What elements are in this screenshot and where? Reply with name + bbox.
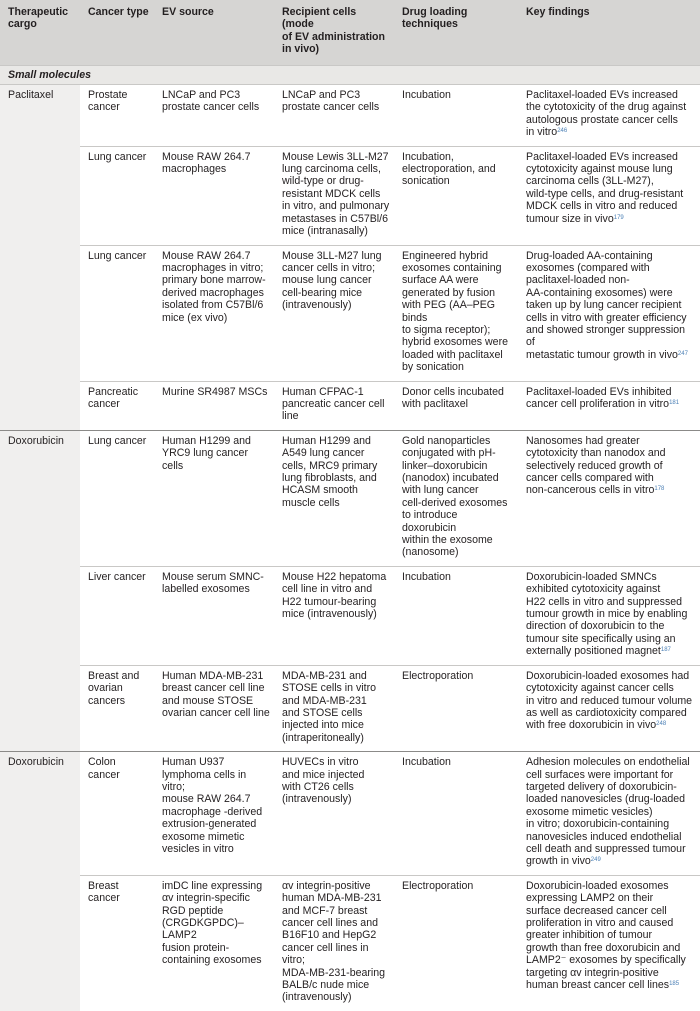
- drug-loading-cell: [394, 245, 518, 381]
- drug-loading-text: Incubation: [402, 89, 451, 102]
- recipient-texts-cell: LNCaP and PC3 prostate cancer cells: [282, 89, 380, 114]
- table-row: [0, 245, 700, 381]
- cancer-type-cell: [80, 85, 154, 147]
- key-findings-text: Paclitaxel-loaded EVs increased cytotoxicity against mouse lung carcinoma cells (3LL-M27), wild-type cells, and drug-resistant MDCK cells in vitro and reduced tumour size in vivo: [526, 150, 684, 225]
- recipient-texts-cell: MDA-MB-231 and STOSE cells in vitro and MDA-MB-231 and STOSE cells injected into mice (intraperitoneally): [282, 669, 376, 744]
- therapeutic-cargo-cell: [0, 146, 80, 245]
- header-ev-source: EV source: [154, 0, 274, 65]
- key-findings-text: Paclitaxel-loaded EVs inhibited cancer cell proliferation in vitro: [526, 385, 672, 410]
- ev-source-text: Mouse RAW 264.7 macrophages in vitro; primary bone marrow- derived macrophages isolated from C57Bl/6 mice (ex vivo): [162, 249, 266, 324]
- recipient-texts-cell: Mouse H22 hepatoma cell line in vitro and H22 tumour-bearing mice (intravenously): [282, 570, 387, 621]
- cancer-type-text: Prostate cancer: [88, 89, 128, 114]
- ev-source-text: Human H1299 and YRC9 lung cancer cells: [162, 434, 251, 472]
- drug-loading-cell: [394, 875, 518, 1011]
- recipient-cells-cell: [274, 752, 394, 876]
- reference-number: 187: [660, 647, 671, 654]
- key-findings-cell: [518, 430, 700, 566]
- header-row: [0, 0, 700, 65]
- table-row: [0, 381, 700, 430]
- recipient-texts-cell: Mouse 3LL-M27 lung cancer cells in vitro; mouse lung cancer cell-bearing mice (intravenously): [282, 249, 382, 312]
- therapeutic-cargo-cell: [0, 665, 80, 751]
- ev-source-text: Murine SR4987 MSCs: [162, 385, 268, 398]
- ev-source-cell: [154, 875, 274, 1011]
- key-findings-cell: [518, 752, 700, 876]
- recipient-texts-cell: αv integrin-positive human MDA-MB-231 and MCF-7 breast cancer cell lines and B16F10 and HepG2 cancer cell lines in vitro; MDA-MB-231-bearing BALB/c nude mice (intravenously): [282, 879, 386, 1004]
- key-findings-cell: [518, 665, 700, 751]
- recipient-texts-cell: Mouse Lewis 3LL-M27 lung carcinoma cells, wild-type or drug- resistant MDCK cells in vitro, and pulmonary metastases in C57Bl/6 mice (intranasally): [282, 150, 390, 238]
- drug-loading-cell: [394, 85, 518, 147]
- key-findings-text: Drug-loaded AA-containing exosomes (compared with paclitaxel-loaded non- AA-containing exosomes) were taken up by lung cancer recipient cells in vitro with greater efficiency and showed stronger suppression of metastatic tumour growth in vivo: [526, 249, 687, 361]
- cancer-type-cell: [80, 245, 154, 381]
- cancer-type-text: Breast and ovarian cancers: [88, 669, 140, 707]
- reference-number: 249: [590, 857, 601, 864]
- drug-loading-text: Engineered hybrid exosomes containing surface AA were generated by fusion with PEG (AA–PEG binds to sigma receptor); hybrid exosomes were loaded with paclitaxel by sonication: [402, 249, 508, 374]
- recipient-cells-cell: [274, 430, 394, 566]
- reference-number: 181: [669, 399, 680, 406]
- cancer-type-text: Liver cancer: [88, 570, 146, 583]
- cancer-type-text: Pancreatic cancer: [88, 385, 139, 410]
- reference-number: 247: [677, 350, 688, 357]
- drug-loading-text: Electroporation: [402, 669, 474, 682]
- ev-source-cell: [154, 665, 274, 751]
- table-row: [0, 875, 700, 1011]
- therapeutic-cargo-cell: [0, 875, 80, 1011]
- therapeutic-cargo-cell: [0, 566, 80, 665]
- key-findings-text: Doxorubicin-loaded SMNCs exhibited cytotoxicity against H22 cells in vitro and suppressed tumour growth in mice by enabling direction of doxorubicin to the tumour site specifically using an externally positioned magnet: [526, 570, 688, 658]
- recipient-cells-cell: [274, 85, 394, 147]
- header-drug-loading: Drug loading techniques: [394, 0, 518, 65]
- therapeutic-cargo-cell: Doxorubicin: [0, 430, 80, 566]
- table-body: [0, 65, 700, 1011]
- recipient-cells-cell: [274, 381, 394, 430]
- reference-number: 185: [669, 981, 680, 988]
- header-recipient-cells: Recipient cells (mode of EV administration in vivo): [274, 0, 394, 65]
- ev-source-cell: [154, 752, 274, 876]
- key-findings-text: Adhesion molecules on endothelial cell surfaces were important for targeted delivery of doxorubicin- loaded nanovesicles (drug-loaded exosome mimetic vesicles) in vitro; doxorubicin-containing nanovesicles induced endothelial cell death and suppressed tumour growth in vivo: [526, 756, 690, 868]
- recipient-texts-cell: Human H1299 and A549 lung cancer cells, MRC9 primary lung fibroblasts, and HCASM smooth muscle cells: [282, 434, 378, 509]
- recipient-cells-cell: [274, 665, 394, 751]
- key-findings-text: Nanosomes had greater cytotoxicity than nanodox and selectively reduced growth of cancer cells compared with non-cancerous cells in vitro: [526, 434, 666, 497]
- cancer-type-cell: [80, 752, 154, 876]
- drug-loading-cell: [394, 752, 518, 876]
- ev-source-text: Mouse serum SMNC- labelled exosomes: [162, 570, 264, 596]
- drug-loading-cell: [394, 381, 518, 430]
- therapeutic-cargo-cell: Paclitaxel: [0, 85, 80, 147]
- reference-number: 178: [654, 486, 665, 493]
- section-label: Small molecules: [0, 65, 700, 84]
- recipient-texts-cell: HUVECs in vitro and mice injected with CT26 cells (intravenously): [282, 756, 365, 806]
- cancer-type-cell: [80, 875, 154, 1011]
- drug-loading-text: Electroporation: [402, 879, 474, 892]
- key-findings-cell: [518, 85, 700, 147]
- table-row: [0, 85, 700, 147]
- recipient-texts-cell: Human CFPAC-1 pancreatic cancer cell line: [282, 385, 385, 423]
- cancer-type-cell: [80, 146, 154, 245]
- header-therapeutic-cargo: Therapeutic cargo: [0, 0, 80, 65]
- key-findings-text: Doxorubicin-loaded exosomes expressing LAMP2 on their surface decreased cancer cell proliferation in vitro and caused greater inhibition of tumour growth than free doxorubicin and LAMP2⁻ exosomes by specifically targeting αv integrin-positive human breast cancer cell lines: [526, 879, 686, 992]
- cancer-type-cell: [80, 566, 154, 665]
- recipient-cells-cell: [274, 875, 394, 1011]
- therapeutic-cargo-cell: [0, 245, 80, 381]
- cancer-type-text: Lung cancer: [88, 434, 147, 447]
- ev-source-cell: [154, 146, 274, 245]
- ev-source-cell: [154, 430, 274, 566]
- recipient-cells-cell: [274, 146, 394, 245]
- cancer-type-text: Lung cancer: [88, 249, 147, 262]
- key-findings-cell: [518, 875, 700, 1011]
- drug-loading-text: Incubation, electroporation, and sonication: [402, 150, 496, 188]
- cancer-type-text: Colon cancer: [88, 756, 120, 781]
- therapeutic-cargo-cell: Doxorubicin: [0, 752, 80, 876]
- key-findings-text: Doxorubicin-loaded exosomes had cytotoxicity against cancer cells in vitro and reduced tumour volume as well as cardiotoxicity compared with free doxorubicin in vivo: [526, 669, 693, 732]
- table-row: [0, 752, 700, 876]
- header-key-findings: Key findings: [518, 0, 700, 65]
- reference-number: 179: [613, 214, 624, 221]
- drug-loading-cell: [394, 665, 518, 751]
- table-row: [0, 665, 700, 751]
- drug-loading-text: Donor cells incubated with paclitaxel: [402, 385, 504, 410]
- cancer-type-cell: [80, 381, 154, 430]
- recipient-cells-cell: [274, 566, 394, 665]
- ev-source-text: LNCaP and PC3 prostate cancer cells: [162, 89, 260, 114]
- table-row: [0, 566, 700, 665]
- drug-loading-cell: [394, 430, 518, 566]
- drug-loading-cell: [394, 566, 518, 665]
- key-findings-cell: [518, 146, 700, 245]
- reference-number: 248: [656, 721, 667, 728]
- drug-loading-text: Incubation: [402, 756, 451, 769]
- cancer-type-cell: [80, 430, 154, 566]
- key-findings-cell: [518, 245, 700, 381]
- key-findings-cell: [518, 381, 700, 430]
- therapeutic-cargo-cell: [0, 381, 80, 430]
- ev-source-cell: [154, 245, 274, 381]
- section-row: [0, 65, 700, 84]
- cancer-type-cell: [80, 665, 154, 751]
- header-cancer-type: Cancer type: [80, 0, 154, 65]
- ev-source-cell: [154, 85, 274, 147]
- table-row: [0, 146, 700, 245]
- recipient-cells-cell: [274, 245, 394, 381]
- key-findings-text: Paclitaxel-loaded EVs increased the cytotoxicity of the drug against autologous prostate cancer cells in vitro: [526, 89, 687, 139]
- drug-loading-cell: [394, 146, 518, 245]
- cancer-type-text: Breast cancer: [88, 879, 120, 905]
- ev-source-text: Human MDA-MB-231 breast cancer cell line and mouse STOSE ovarian cancer cell line: [162, 669, 270, 719]
- ev-source-text: imDC line expressing αv integrin-specific RGD peptide (CRGDKGPDC)–LAMP2 fusion protein- containing exosomes: [162, 879, 263, 967]
- ev-source-text: Mouse RAW 264.7 macrophages: [162, 150, 251, 176]
- ev-source-cell: [154, 381, 274, 430]
- reference-number: 246: [557, 128, 568, 135]
- ev-source-text: Human U937 lymphoma cells in vitro; mouse RAW 264.7 macrophage -derived extrusion-generated exosome mimetic vesicles in vitro: [162, 756, 263, 855]
- ev-source-cell: [154, 566, 274, 665]
- table-row: [0, 430, 700, 566]
- table-header: [0, 0, 700, 65]
- drug-loading-text: Gold nanoparticles conjugated with pH- linker–doxorubicin (nanodox) incubated with lung cancer cell-derived exosomes to introduce doxorubicin within the exosome (nanosome): [402, 434, 508, 559]
- key-findings-cell: [518, 566, 700, 665]
- drug-loading-text: Incubation: [402, 570, 451, 583]
- cancer-type-text: Lung cancer: [88, 150, 147, 163]
